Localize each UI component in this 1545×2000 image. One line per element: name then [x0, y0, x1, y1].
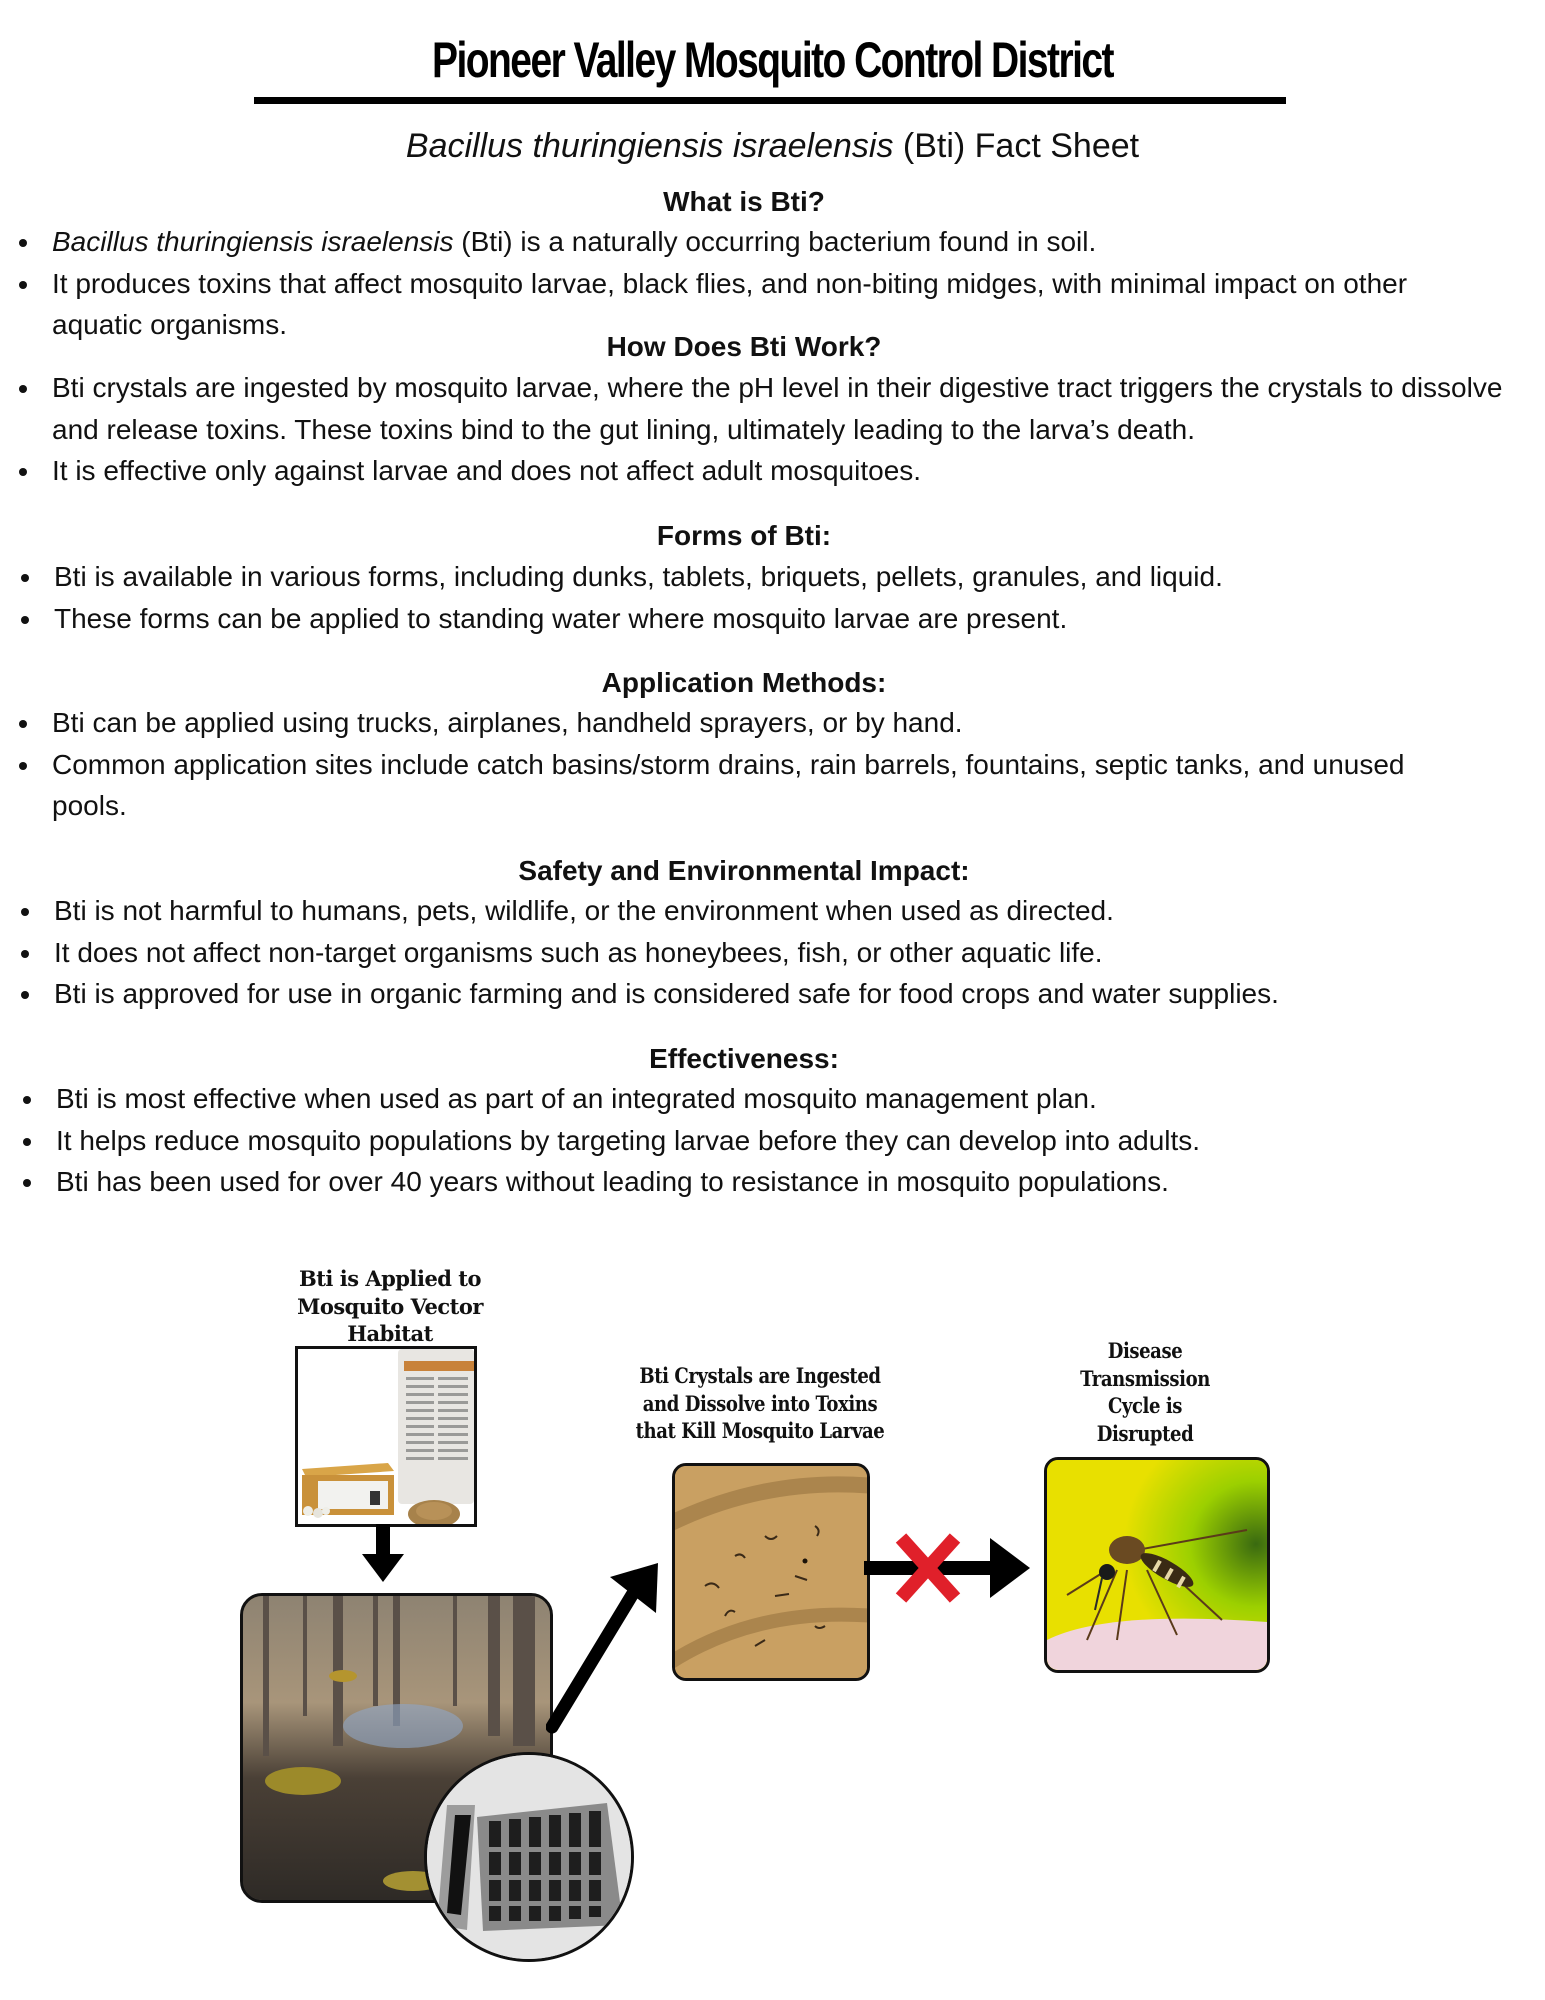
heading-application-methods: Application Methods: — [601, 667, 887, 698]
list-item-text: Common application sites include catch basins/storm drains, rain barrels, fountains, septic tanks, and unused pools. — [52, 748, 1405, 821]
arrow-down-icon — [360, 1524, 406, 1584]
heading-effectiveness: Effectiveness: — [649, 1043, 839, 1074]
list-item — [0, 221, 1512, 263]
subtitle-rest: (Bti) Fact Sheet — [893, 127, 1140, 165]
list-item-text: It helps reduce mosquito populations by targeting larvae before they can develop into adults. — [56, 1124, 1201, 1156]
list-item-text: It does not affect non-target organisms such as honeybees, fish, or other aquatic life. — [54, 936, 1103, 968]
bullet-icon — [21, 991, 29, 999]
caption-line: Disease — [1107, 1338, 1183, 1363]
bullet-icon — [23, 1179, 31, 1187]
bullet-icon — [19, 385, 27, 393]
subtitle-species: Bacillus thuringiensis israelensis — [405, 127, 894, 165]
caption-line: Mosquito Vector — [297, 1293, 483, 1319]
mosquito-larvae-illustration — [675, 1466, 867, 1678]
blocked-cross-icon — [893, 1532, 963, 1604]
list-item — [2, 556, 1514, 598]
bullet-icon — [23, 1096, 31, 1104]
list-item — [0, 744, 1472, 827]
step1-caption — [270, 1265, 510, 1348]
arrow-diagonal-icon — [546, 1555, 661, 1735]
caption-line: that Kill Mosquito Larvae — [635, 1418, 885, 1443]
list-item — [2, 932, 1514, 974]
list-safety — [2, 890, 1514, 1015]
heading-how-does-bti-work: How Does Bti Work? — [606, 331, 882, 362]
page-title: Pioneer Valley Mosquito Control District — [432, 32, 1113, 88]
list-item-text: Bti is not harmful to humans, pets, wildlife, or the environment when used as directed. — [54, 895, 1114, 926]
list-item — [0, 367, 1532, 450]
caption-line: and Dissolve into Toxins — [642, 1390, 878, 1416]
list-item — [4, 1120, 1516, 1162]
bullet-icon — [21, 574, 29, 582]
list-what-is-bti — [0, 221, 1512, 346]
bullet-icon — [19, 281, 27, 289]
list-item-text: It produces toxins that affect mosquito larvae, black flies, and non-biting midges, with minimal impact on other aquatic organisms. — [52, 267, 1408, 340]
list-item — [2, 890, 1514, 932]
heading-safety-environmental-impact: Safety and Environmental Impact: — [518, 855, 970, 886]
caption-line: Bti Crystals are Ingested — [639, 1363, 881, 1388]
bullet-icon — [19, 239, 27, 247]
list-item — [4, 1078, 1516, 1120]
caption-line: Transmission — [1080, 1365, 1210, 1391]
heading-forms-of-bti: Forms of Bti: — [656, 520, 832, 551]
list-item — [0, 702, 1512, 744]
list-item — [0, 450, 1512, 492]
list-item-text: These forms can be applied to standing water where mosquito larvae are present. — [54, 602, 1068, 634]
storm-drain-grate-icon — [427, 1755, 631, 1959]
list-item-text: Bti is available in various forms, including dunks, tablets, briquets, pellets, granules, and liquid. — [54, 561, 1223, 592]
mosquito-biting-illustration — [1047, 1460, 1267, 1670]
list-item-text: It is effective only against larvae and does not affect adult mosquitoes. — [52, 455, 922, 486]
list-application-methods — [0, 702, 1512, 827]
storm-drain-photo — [424, 1752, 634, 1962]
caption-line: Disrupted — [1096, 1420, 1194, 1446]
list-effectiveness — [4, 1078, 1516, 1203]
list-item-text: Bti is approved for use in organic farming and is considered safe for food crops and water supplies. — [54, 978, 1279, 1009]
bullet-icon — [21, 950, 29, 958]
list-item — [2, 598, 1514, 640]
bullet-icon — [23, 1138, 31, 1146]
caption-line: Cycle is — [1107, 1393, 1183, 1418]
step2-caption — [631, 1362, 889, 1445]
bullet-icon — [19, 720, 27, 728]
list-item — [4, 1161, 1516, 1203]
list-item-text: Bti has been used for over 40 years without leading to resistance in mosquito populations. — [56, 1166, 1169, 1197]
list-item — [2, 973, 1514, 1015]
bti-product-illustration — [298, 1349, 474, 1524]
list-forms-of-bti — [2, 556, 1514, 639]
page-subtitle — [0, 124, 1545, 168]
bullet-icon — [19, 762, 27, 770]
list-item-text: Bti can be applied using trucks, airplanes, handheld sprayers, or by hand. — [52, 707, 963, 738]
list-item-text: Bti is most effective when used as part of an integrated mosquito management plan. — [56, 1083, 1097, 1114]
bullet-icon — [21, 908, 29, 916]
caption-line: Habitat — [347, 1321, 433, 1346]
list-item-text: Bti crystals are ingested by mosquito larvae, where the pH level in their digestive tract triggers the crystals to dissolve and release toxins. These toxins bind to the gut lining, ultimately leading to the larva’s death. — [52, 372, 1503, 445]
mosquito-photo — [1044, 1457, 1270, 1673]
step3-caption — [1059, 1337, 1231, 1447]
title-divider — [254, 97, 1286, 104]
bullet-icon — [21, 616, 29, 624]
list-item-text: (Bti) is a naturally occurring bacterium found in soil. — [453, 226, 1097, 257]
species-name: Bacillus thuringiensis israelensis — [52, 226, 454, 257]
list-how-does-bti-work — [0, 367, 1532, 492]
bullet-icon — [19, 468, 27, 476]
bti-product-image — [295, 1346, 477, 1527]
heading-what-is-bti: What is Bti? — [663, 186, 825, 217]
larvae-photo — [672, 1463, 870, 1681]
caption-line: Bti is Applied to — [298, 1266, 482, 1291]
